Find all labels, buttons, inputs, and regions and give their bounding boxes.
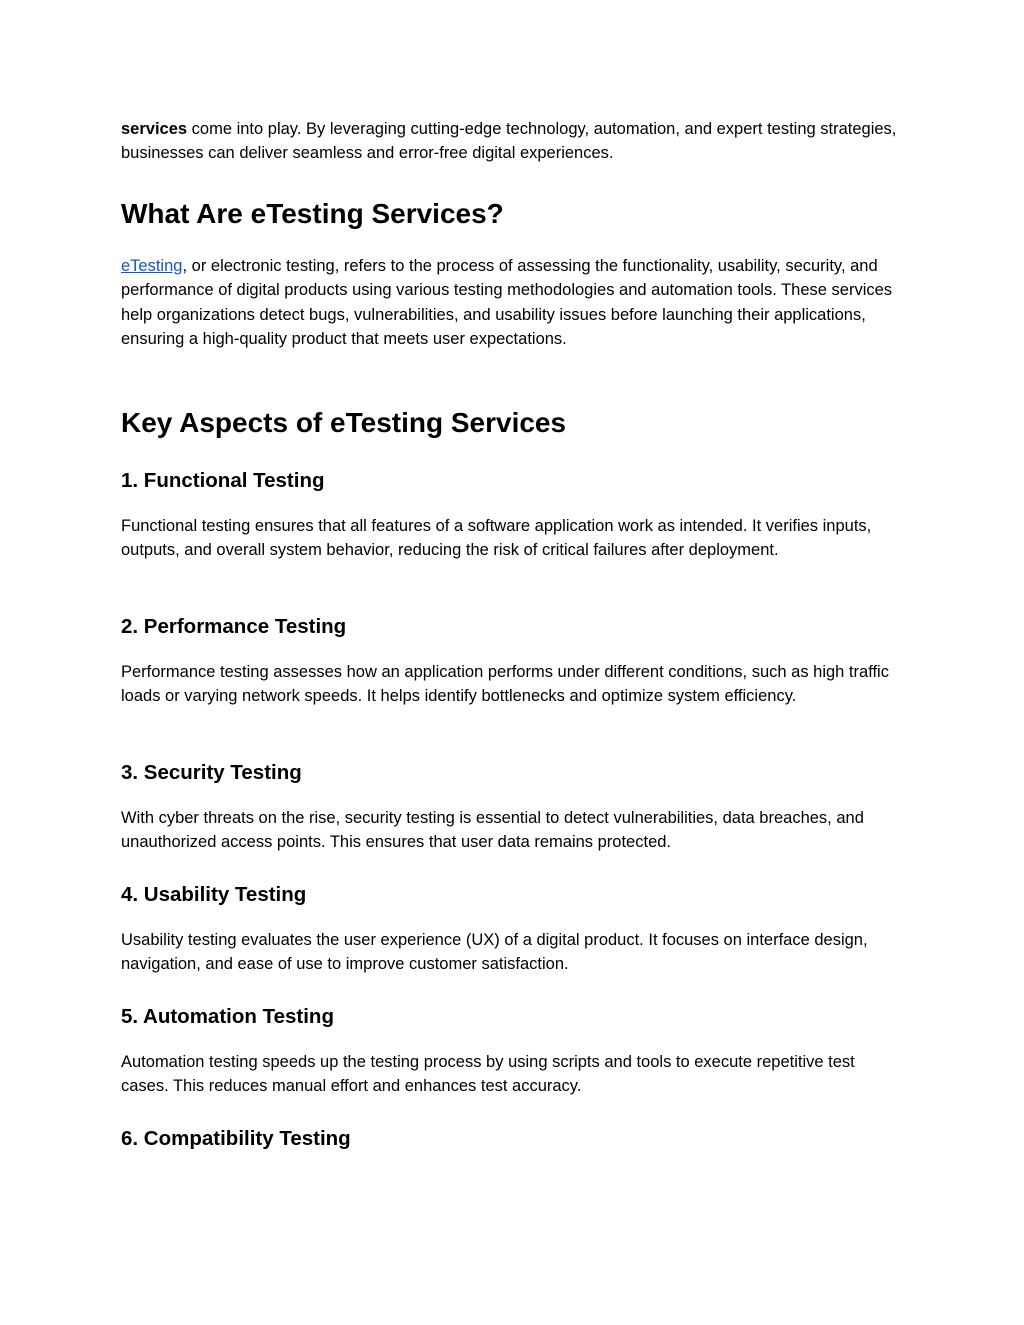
- item-title-performance: 2. Performance Testing: [121, 615, 347, 638]
- item-title-compatibility: 6. Compatibility Testing: [121, 1127, 351, 1150]
- item-title-functional: 1. Functional Testing: [121, 469, 325, 492]
- item-text-usability: Usability testing evaluates the user experience (UX) of a digital product. It focuses on interface design, navigation, and ease of use to improve customer satisfaction.: [121, 931, 868, 974]
- what-text: , or electronic testing, refers to the process of assessing the functionality, usability, security, and performance of digital products using various testing methodologies and automation tools. These services help organizations detect bugs, vulnerabilities, and usability issues before launching their applications, ensuring a high-quality product that meets user expectations.: [121, 257, 893, 348]
- etesting-link[interactable]: eTesting: [121, 257, 183, 275]
- intro-text: come into play. By leveraging cutting-edge technology, automation, and expert testing strategies, businesses can deliver seamless and error-free digital experiences.: [121, 120, 897, 163]
- intro-bold-lead: services: [121, 120, 188, 138]
- intro-paragraph: [121, 117, 901, 166]
- item-title-security: 3. Security Testing: [121, 761, 302, 784]
- item-text-functional: Functional testing ensures that all features of a software application work as intended. It verifies inputs, outputs, and overall system behavior, reducing the risk of critical failures after deployment.: [121, 517, 872, 560]
- item-text-security: With cyber threats on the rise, security testing is essential to detect vulnerabilities, data breaches, and unauthorized access points. This ensures that user data remains protected.: [121, 809, 864, 852]
- item-text-automation: Automation testing speeds up the testing process by using scripts and tools to execute repetitive test cases. This reduces manual effort and enhances test accuracy.: [121, 1053, 855, 1096]
- heading-key-aspects: Key Aspects of eTesting Services: [121, 407, 567, 438]
- item-text-performance: Performance testing assesses how an application performs under different conditions, such as high traffic loads or varying network speeds. It helps identify bottlenecks and optimize system efficiency.: [121, 663, 889, 706]
- item-title-automation: 5. Automation Testing: [121, 1005, 334, 1028]
- heading-what-are-etesting: What Are eTesting Services?: [121, 198, 504, 229]
- what-paragraph: [121, 254, 901, 351]
- item-title-usability: 4. Usability Testing: [121, 883, 307, 906]
